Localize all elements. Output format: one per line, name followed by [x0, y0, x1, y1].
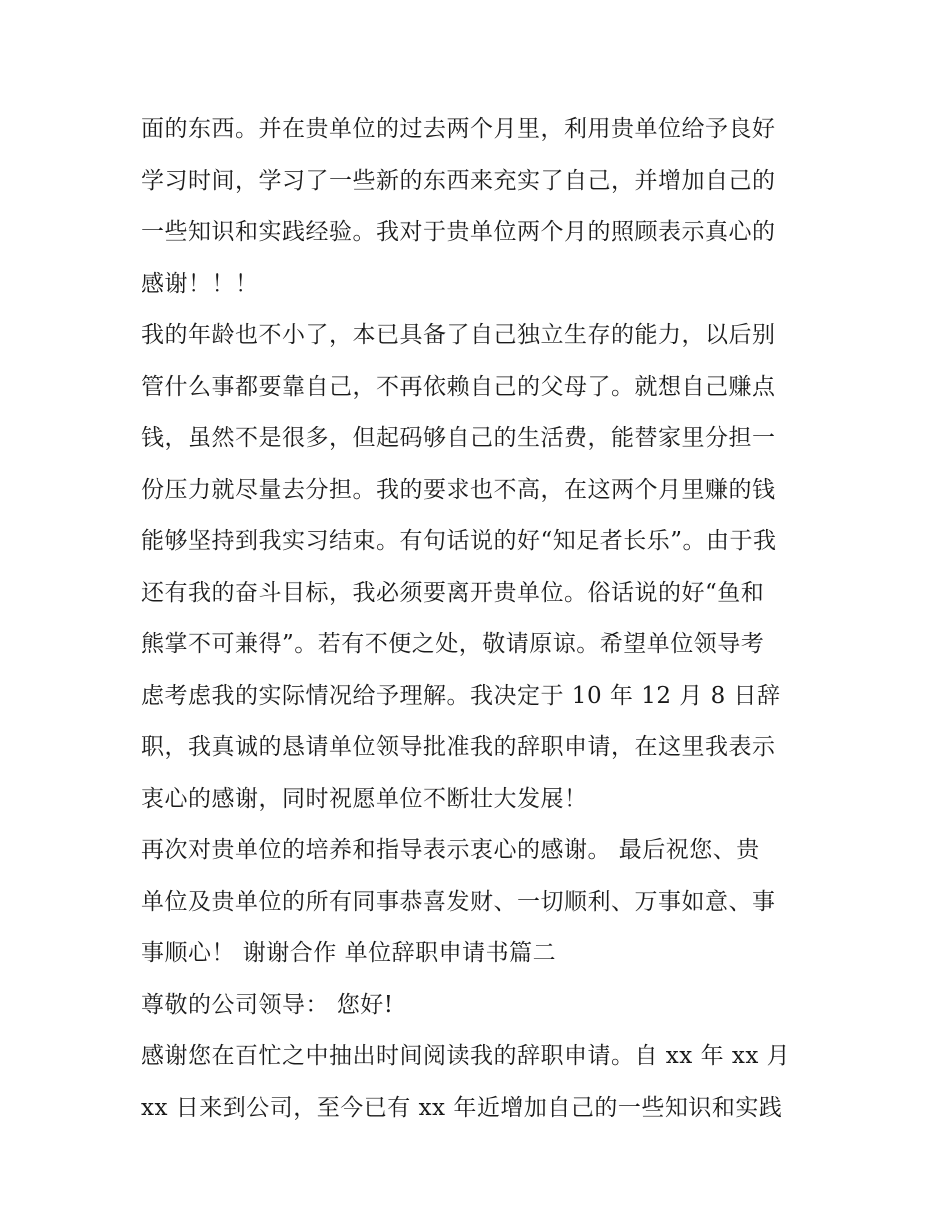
text-line: 管什么事都要靠自己，不再依赖自己的父母了。就想自己赚点 — [141, 373, 776, 400]
text-line: 熊掌不可兼得”。若有不便之处，敬请原谅。希望单位领导考 — [141, 631, 765, 657]
text-line: 能够坚持到我实习结束。有句话说的好“知足者长乐”。由于我 — [141, 528, 777, 554]
text-line: 感谢！！！ — [141, 270, 259, 297]
text-line: 事顺心！ 谢谢合作 单位辞职申请书篇二 — [141, 940, 557, 966]
text-line: 一些知识和实践经验。我对于贵单位两个月的照顾表示真心的 — [141, 219, 776, 245]
text-line: 份压力就尽量去分担。我的要求也不高，在这两个月里赚的钱 — [141, 476, 776, 503]
text-line: 职，我真诚的恳请单位领导批准我的辞职申请，在这里我表示 — [141, 734, 776, 760]
text-line: 还有我的奋斗目标，我必须要离开贵单位。俗话说的好“鱼和 — [141, 579, 765, 606]
text-line: 尊敬的公司领导： 您好! — [141, 991, 394, 1018]
text-line: 虑考虑我的实际情况给予理解。我决定于 10 年 12 月 8 日辞 — [141, 682, 781, 709]
text-line: 衷心的感谢，同时祝愿单位不断壮大发展！ — [141, 785, 588, 812]
text-line: 感谢您在百忙之中抽出时间阅读我的辞职申请。自 xx 年 xx 月 — [141, 1043, 791, 1069]
text-line: 钱，虽然不是很多，但起码够自己的生活费，能替家里分担一 — [141, 425, 776, 451]
text-line: xx 日来到公司，至今已有 xx 年近增加自己的一些知识和实践 — [141, 1094, 783, 1121]
text-line: 学习时间，学习了一些新的东西来充实了自己，并增加自己的 — [141, 167, 776, 194]
text-line: 面的东西。并在贵单位的过去两个月里，利用贵单位给予良好 — [141, 116, 776, 142]
text-line: 单位及贵单位的所有同事恭喜发财、一切顺利、万事如意、事 — [141, 888, 776, 915]
body-text — [141, 104, 821, 1134]
text-line: 我的年龄也不小了，本已具备了自己独立生存的能力，以后别 — [141, 322, 776, 348]
text-line: 再次对贵单位的培养和指导表示衷心的感谢。 最后祝您、贵 — [141, 837, 760, 863]
